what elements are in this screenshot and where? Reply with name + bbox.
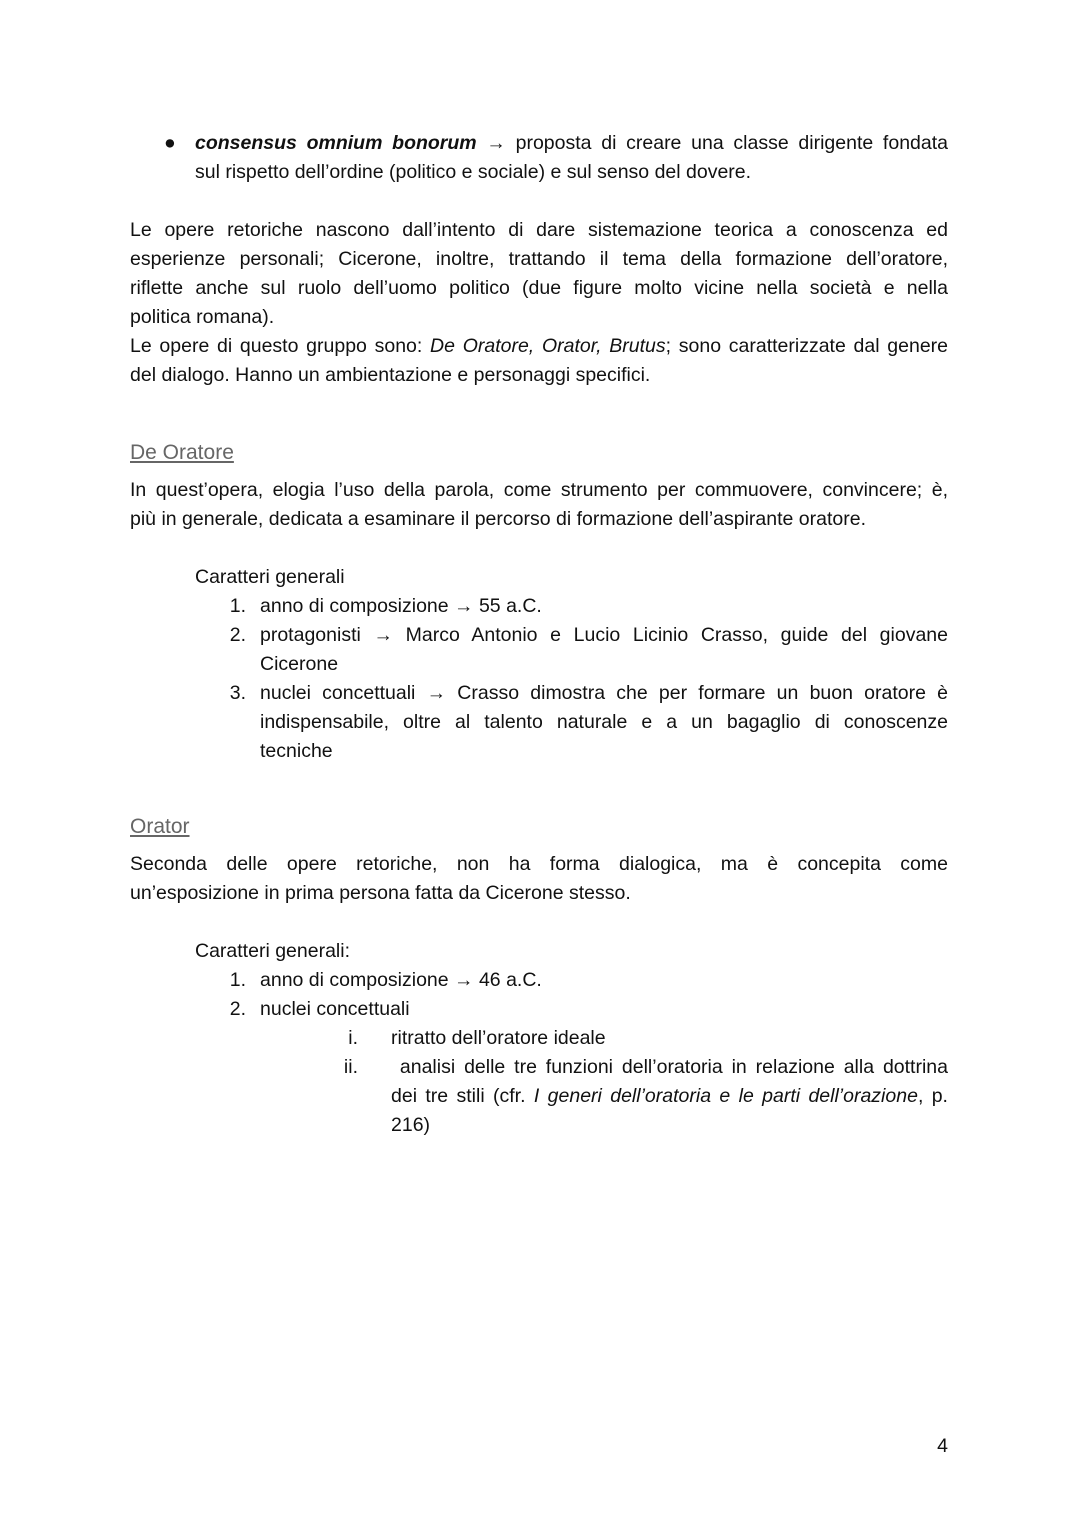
orator-desc: Seconda delle opere retoriche, non ha forma dialogica, ma è concepita come xyxy=(130,853,948,875)
list-item: 1. anno di composizione → 46 a.C. xyxy=(229,969,542,991)
de-oratore-desc: più in generale, dedicata a esaminare il percorso di formazione dell’aspirante oratore. xyxy=(130,508,867,530)
de-oratore-desc: In quest’opera, elogia l’uso della parola, come strumento per commuovere, convincere; è, xyxy=(130,479,948,501)
document-page xyxy=(130,129,948,1140)
works-line: Le opere di questo gruppo sono: De Oratore, Orator, Brutus; sono caratterizzate dal genere xyxy=(130,335,948,357)
intro-line: del dialogo. Hanno un ambientazione e personaggi specifici. xyxy=(130,364,651,386)
bullet-line2: sul rispetto dell’ordine (politico e sociale) e sul senso del dovere. xyxy=(195,161,752,183)
intro-line: riflette anche sul ruolo dell’uomo politico (due figure molto vicine nella società e nella xyxy=(130,277,948,299)
sublist-item: ii. analisi delle tre funzioni dell’oratoria in relazione alla dottrina dei tre stili (cfr. I generi dell’oratoria e le parti dell’orazione, p. 216) xyxy=(343,1056,948,1136)
caratteri-label: Caratteri generali xyxy=(195,566,345,588)
de-oratore-list xyxy=(130,592,948,766)
bullet-term: consensus omnium bonorum xyxy=(195,132,477,154)
sublist-item: i. ritratto dell’oratore ideale xyxy=(348,1027,606,1049)
orator-desc: un’esposizione in prima persona fatta da Cicerone stesso. xyxy=(130,882,631,904)
list-item: 2. protagonisti → Marco Antonio e Lucio Licinio Crasso, guide del giovane Cicerone xyxy=(229,624,948,675)
intro-paragraph xyxy=(130,216,948,390)
caratteri-label: Caratteri generali: xyxy=(195,940,350,962)
bullet-dot-icon: ● xyxy=(164,132,176,154)
bullet-consensus xyxy=(130,129,948,187)
list-item: 3. nuclei concettuali → Crasso dimostra che per formare un buon oratore è indispensabile, oltre al talento naturale e a un bagaglio di conoscenze tecniche xyxy=(229,682,948,762)
intro-line: Le opere retoriche nascono dall’intento di dare sistemazione teorica a conoscenza ed xyxy=(130,219,948,241)
reference-title: I generi dell’oratoria e le parti dell’orazione xyxy=(533,1085,918,1107)
page-number: 4 xyxy=(937,1435,948,1457)
works-list: De Oratore, Orator, Brutus xyxy=(430,335,666,357)
list-item: 2. nuclei concettuali xyxy=(229,998,410,1020)
orator-sublist xyxy=(130,1024,948,1140)
intro-line: politica romana). xyxy=(130,306,275,328)
section-heading-de-oratore: De Oratore xyxy=(130,441,234,464)
list-item: 1. anno di composizione → 55 a.C. xyxy=(229,595,542,617)
bullet-line1: → proposta di creare una classe dirigente fondata xyxy=(476,132,948,154)
intro-line: esperienze personali; Cicerone, inoltre, trattando il tema della formazione dell’oratore, xyxy=(130,248,948,270)
orator-list xyxy=(130,966,948,1024)
section-heading-orator: Orator xyxy=(130,815,190,838)
